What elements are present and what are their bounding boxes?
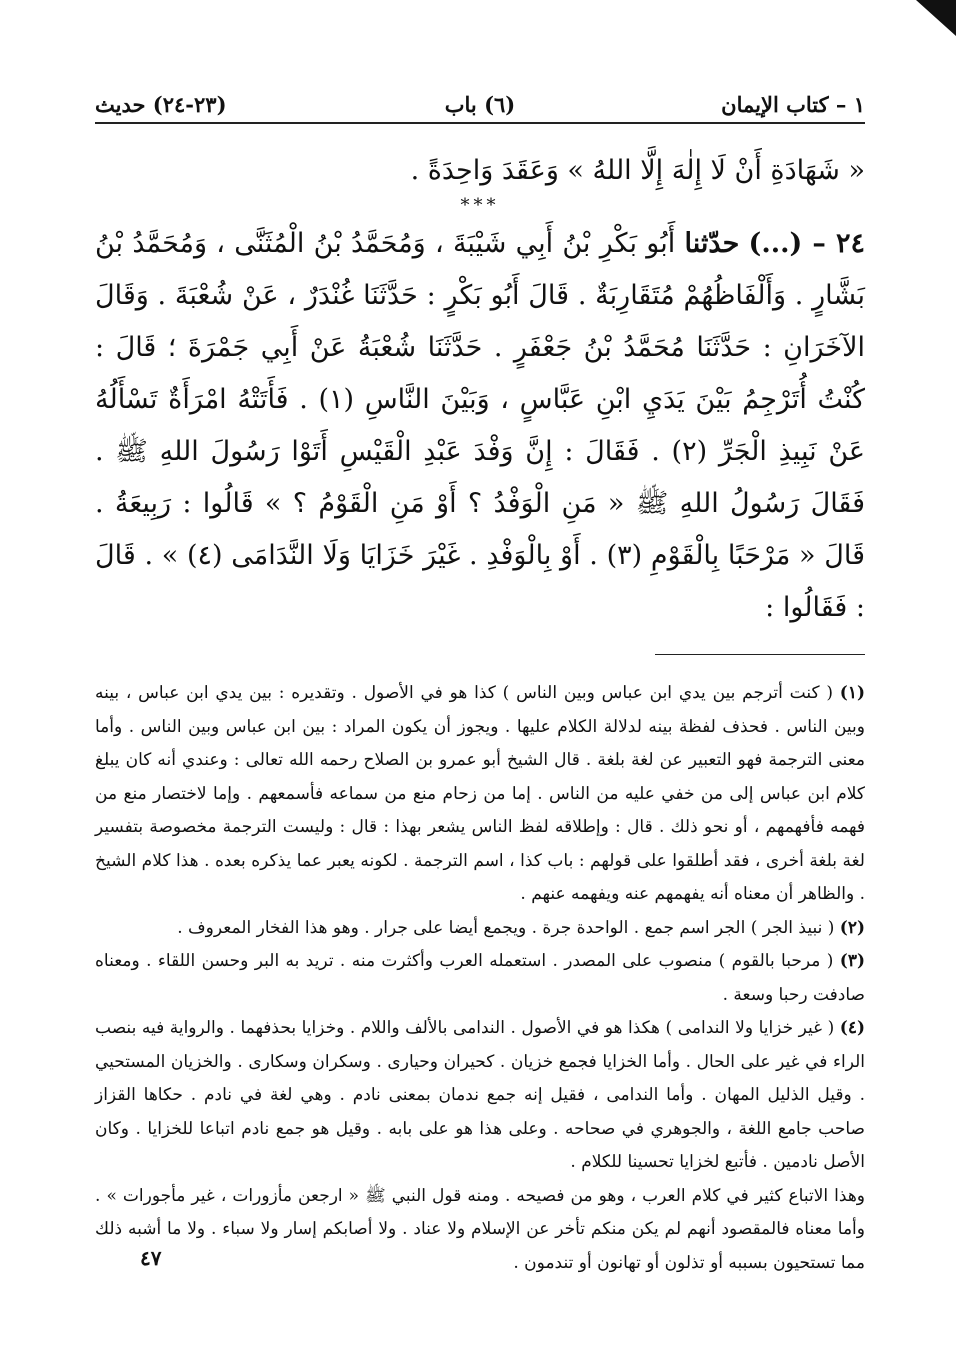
footnote-divider bbox=[655, 654, 865, 655]
footnote-text: وهذا الاتباع كثير في كلام العرب ، وهو من فصيحه . ومنه قول النبي ﷺ « ارجعن مأزورات ، غير مأجورات » . وأما معناه فالمقصود أنهم لم يكن منكم تأخر عن الإسلام ولا عناد . ولا أصابكم إسار ولا سباء . ولا ما أشبه ذلك مما تستحيون بسببه أو تذلون أو تهانون أو تندمون . bbox=[95, 1185, 865, 1273]
footnote-continuation bbox=[95, 1180, 865, 1281]
hadith-number: ٢٤ – (...) bbox=[748, 228, 865, 259]
footnote-text: ( غير خزايا ولا الندامى ) هكذا هو في الأصول . الندامى بالألف واللام . وخزايا بحذفهما . والرواية فيه بنصب الراء في غير على الحال . وأما الخزايا فجمع خزيان . كحيران وحيارى . وسكران وسكارى . والخزيان المستحيي . وقيل الذليل المهان . وأما الندامى ، فقيل إنه جمع ندمان بمعنى نادم . وهي لغة في نادم . حكاها القزاز صاحب جامع اللغة ، والجوهري في صحاحه . وعلى هذا هو على بابه . وقيل هو جمع نادم اتباعا للخزايا . وكان الأصل نادمين . فأتبع لخزايا تحسينا للكلام . bbox=[95, 1018, 865, 1172]
footnote-number: (٣) bbox=[839, 951, 865, 971]
footnote bbox=[95, 945, 865, 1012]
hadith-paragraph bbox=[95, 218, 865, 634]
footnote bbox=[95, 677, 865, 912]
running-head bbox=[95, 88, 865, 124]
continued-text: « شَهَادَةِ أَنْ لَا إِلٰهَ إِلَّا اللهُ » وَعَقَدَ وَاحِدَةً . bbox=[410, 155, 865, 186]
footnote-text: ( نبيذ الجر ) الجر اسم جمع . الواحدة جرة . ويجمع أيضا على جرار . وهو هذا الفخار المعروف . bbox=[177, 917, 835, 938]
scan-corner-shadow bbox=[916, 0, 956, 36]
footnote-number: (٤) bbox=[839, 1018, 865, 1038]
footnote-text: ( مرحبا بالقوم ) منصوب على المصدر . استعمله العرب وأكثرت منه . تريد به البر وحسن اللقاء . ومعناه صادفت رحبا وسعة . bbox=[95, 951, 865, 1005]
chapter-title: (٦) باب bbox=[444, 92, 516, 117]
footnote bbox=[95, 912, 865, 946]
hadith-text: أَبُو بَكْرِ بْنُ أَبِي شَيْبَةَ ، وَمُحَمَّدُ بْنُ الْمُثَنَّى ، وَمُحَمَّدُ بْنُ بَشَّارٍ . وَأَلْفَاظُهُمْ مُتَقَارِبَةٌ . قَالَ أَبُو بَكْرٍ : حَدَّثَنَا غُنْدَرٌ ، عَنْ شُعْبَةَ . وَقَالَ الآخَرَانِ : حَدَّثَنَا مُحَمَّدُ بْنُ جَعْفَرٍ . حَدَّثَنَا شُعْبَةُ عَنْ أَبِي جَمْرَةَ ؛ قَالَ : كُنْتُ أُتَرْجِمُ بَيْنَ يَدَيِ ابْنِ عَبَّاسٍ ، وَبَيْنَ النَّاسِ (١) . فَأَتَتْهُ امْرَأَةٌ تَسْأَلُهُ عَنْ نَبِيذِ الْجَرِّ (٢) . فَقَالَ : إِنَّ وَفْدَ عَبْدِ الْقَيْسِ أَتَوْا رَسُولَ اللهِ ﷺ . فَقَالَ رَسُولُ اللهِ ﷺ « مَنِ الْوَفْدُ ؟ أَوْ مَنِ الْقَوْمُ ؟ » قَالُوا : رَبِيعَةُ . قَالَ « مَرْحَبًا بِالْقَوْمِ (٣) . أَوْ بِالْوَفْدِ . غَيْرَ خَزَايَا وَلَا النَّدَامَى (٤) » . قَالَ : فَقَالُوا : bbox=[95, 228, 865, 623]
footnote-number: (١) bbox=[839, 683, 865, 703]
footnote-text: ( كنت أترجم بين يدي ابن عباس وبين الناس ) كذا هو في الأصول . وتقديره : بين يدي ابن عباس ، بينه وبين الناس . فحذف لفظة بينه لدلالة الكلام عليها . ويجوز أن يكون المراد : بين ابن عباس وبين الناس . وأما معنى الترجمة فهو التعبير عن لغة بلغة . قال الشيخ أبو عمرو بن الصلاح رحمه الله تعالى : وعندي أنه كان يبلغ كلام ابن عباس إلى من خفي عليه من الناس . إما من زحام منع من سماعه فأسمعهم . وإما لاختصار منع من فهمه فأفهمهم ، أو نحو ذلك . قال : وإطلاقه لفظ الناس يشعر بهذا : قال : وليست الترجمة مخصوصة بتفسير لغة بلغة أخرى ، فقد أطلقوا على قولهم : باب كذا ، اسم الترجمة . لكونه يعبر عما يذكره بعده . هذا كلام الشيخ . والظاهر أن معناه أنه يفهمهم عنه ويفهمه عنهم . bbox=[95, 683, 865, 904]
page-number: ٤٧ bbox=[140, 1246, 162, 1270]
book-title: ١ – كتاب الإيمان bbox=[721, 92, 865, 117]
footnote bbox=[95, 1012, 865, 1180]
section-ornament: *** bbox=[460, 195, 500, 216]
footnotes bbox=[95, 677, 865, 1280]
hadith-range: (٢٣-٢٤) حديث bbox=[95, 92, 227, 117]
footnote-number: (٢) bbox=[839, 917, 865, 938]
page bbox=[95, 88, 865, 1280]
haddathana-word: حدّثنا bbox=[684, 228, 740, 259]
